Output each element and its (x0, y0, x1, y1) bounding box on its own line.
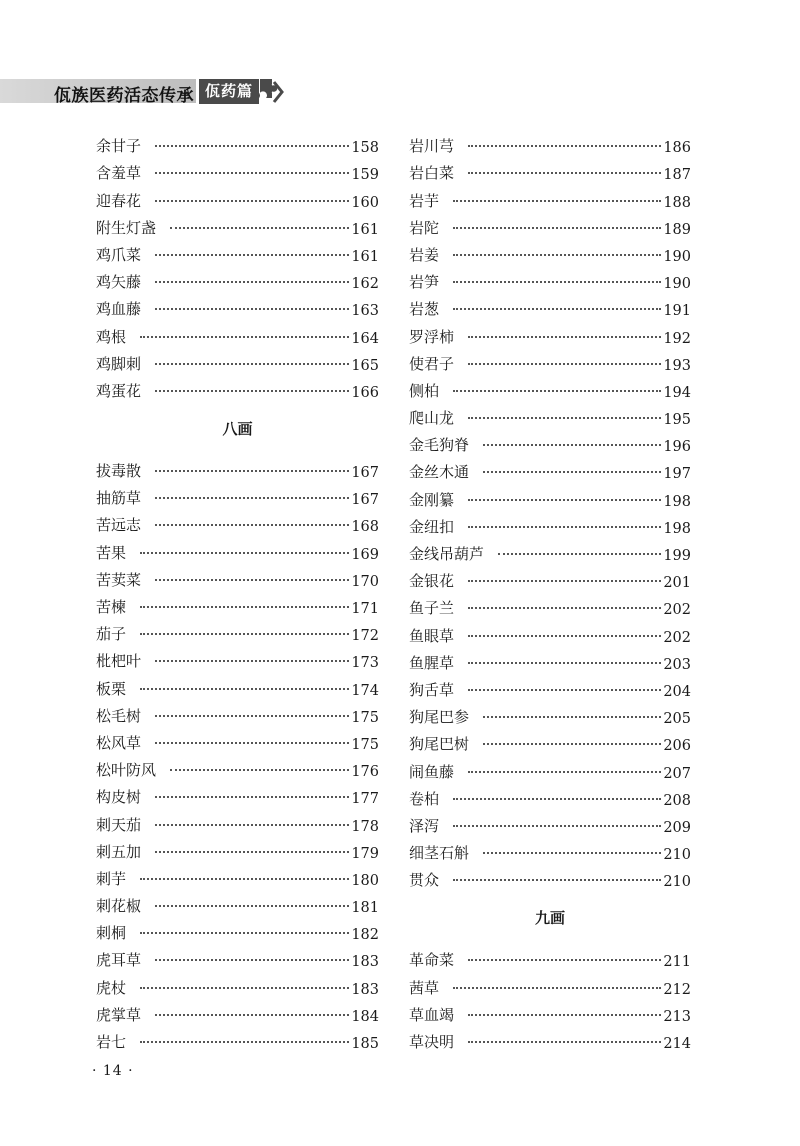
dot-leader (140, 931, 349, 934)
dot-leader (155, 469, 349, 472)
entry-name: 枇杷叶 (96, 652, 142, 671)
entry-page-number: 185 (351, 1036, 379, 1052)
dot-leader (140, 877, 349, 880)
entry-page-number: 158 (351, 140, 379, 157)
entry-name: 鱼眼草 (409, 626, 455, 645)
entry-name: 狗尾巴参 (409, 708, 470, 727)
dot-leader (468, 770, 661, 773)
entry-page-number: 167 (351, 492, 379, 509)
dot-leader (170, 226, 349, 229)
entry-page-number: 206 (663, 738, 691, 755)
toc-entry[interactable] (409, 1025, 691, 1052)
toc-entry[interactable] (409, 998, 691, 1025)
page-number: · 14 · (92, 1063, 134, 1079)
entry-page-number: 160 (351, 194, 379, 211)
entry-page-number: 193 (663, 357, 691, 374)
entry-page-number: 204 (663, 683, 691, 700)
entry-page-number: 187 (663, 167, 691, 184)
toc-entry[interactable] (409, 156, 691, 183)
entry-page-number: 198 (663, 493, 691, 510)
toc-entry[interactable] (96, 319, 379, 346)
entry-name: 苦楝 (96, 598, 127, 616)
dot-leader (155, 199, 349, 202)
toc-entry[interactable] (409, 618, 691, 645)
entry-page-number: 165 (351, 357, 379, 374)
dot-leader (155, 823, 349, 826)
entry-page-number: 212 (663, 981, 691, 998)
toc-entry[interactable] (96, 835, 379, 862)
toc-entry[interactable] (96, 374, 379, 401)
entry-page-number: 205 (663, 711, 691, 728)
toc-left-column (96, 129, 379, 1052)
toc-entry[interactable] (96, 998, 379, 1025)
entry-name: 岩笋 (409, 273, 440, 292)
toc-entry[interactable] (409, 537, 691, 564)
dot-leader (483, 851, 661, 854)
dot-leader (453, 986, 661, 989)
entry-page-number: 195 (663, 412, 691, 429)
entry-name: 苦荬菜 (96, 570, 142, 589)
entry-name: 鸡蛋花 (96, 381, 142, 400)
dot-leader (155, 307, 349, 310)
entry-name: 刺天茄 (96, 815, 142, 834)
toc-entry[interactable] (96, 292, 379, 319)
dot-leader (155, 362, 349, 365)
toc-entry[interactable] (96, 970, 379, 997)
entry-page-number: 163 (351, 303, 379, 320)
dot-leader (140, 605, 349, 608)
entry-page-number: 214 (663, 1036, 691, 1052)
dot-leader (155, 496, 349, 499)
toc-entry[interactable] (96, 726, 379, 753)
toc-entry[interactable] (96, 671, 379, 698)
entry-name: 构皮树 (96, 788, 142, 807)
toc-entry[interactable] (96, 265, 379, 292)
entry-page-number: 164 (351, 330, 379, 347)
dot-leader (468, 416, 661, 419)
dot-leader (155, 904, 349, 907)
dot-leader (140, 551, 349, 554)
dot-leader (453, 307, 661, 310)
toc-entry[interactable] (96, 590, 379, 617)
entry-name: 细茎石斛 (409, 844, 470, 863)
dot-leader (155, 523, 349, 526)
dot-leader (155, 958, 349, 961)
toc-entry[interactable] (409, 482, 691, 509)
entry-name: 刺五加 (96, 842, 142, 861)
entry-page-number: 209 (663, 819, 691, 836)
entry-page-number: 188 (663, 194, 691, 211)
entry-name: 迎春花 (96, 191, 142, 210)
entry-name: 余甘子 (96, 137, 142, 156)
entry-page-number: 201 (663, 575, 691, 592)
dot-leader (468, 171, 661, 174)
entry-name: 刺桐 (96, 924, 127, 943)
toc-entry[interactable] (409, 673, 691, 700)
dot-leader (155, 1013, 349, 1016)
entry-name: 虎耳草 (96, 951, 142, 970)
entry-page-number: 169 (351, 546, 379, 563)
toc-entry[interactable] (96, 862, 379, 889)
entry-page-number: 203 (663, 656, 691, 673)
entry-page-number: 194 (663, 384, 691, 401)
entry-page-number: 175 (351, 736, 379, 753)
entry-page-number: 168 (351, 519, 379, 536)
toc-entry[interactable] (409, 727, 691, 754)
entry-name: 鱼腥草 (409, 653, 455, 672)
dot-leader (468, 335, 661, 338)
entry-page-number: 196 (663, 439, 691, 456)
entry-page-number: 213 (663, 1008, 691, 1025)
toc-entry[interactable] (409, 455, 691, 482)
entry-page-number: 171 (351, 601, 379, 617)
entry-name: 草决明 (409, 1033, 455, 1051)
entry-name: 拔毒散 (96, 462, 142, 481)
entry-page-number: 207 (663, 765, 691, 782)
entry-page-number: 192 (663, 330, 691, 347)
entry-name: 鸡血藤 (96, 300, 142, 319)
entry-page-number: 191 (663, 303, 691, 320)
entry-name: 狗尾巴树 (409, 735, 470, 754)
entry-page-number: 186 (663, 140, 691, 157)
toc-entry[interactable] (96, 644, 379, 671)
entry-page-number: 210 (663, 847, 691, 864)
dot-leader (155, 578, 349, 581)
entry-name: 革命菜 (409, 951, 455, 970)
entry-name: 金银花 (409, 572, 455, 591)
entry-name: 狗舌草 (409, 680, 455, 699)
entry-name: 鱼子兰 (409, 599, 455, 618)
toc-entry[interactable] (409, 401, 691, 428)
entry-name: 岩芋 (409, 191, 440, 210)
toc-entry[interactable] (409, 319, 691, 346)
entry-page-number: 180 (351, 872, 379, 889)
toc-entry[interactable] (96, 889, 379, 916)
entry-name: 鸡爪菜 (96, 245, 142, 264)
entry-page-number: 197 (663, 466, 691, 483)
entry-page-number: 210 (663, 874, 691, 891)
dot-leader (483, 742, 661, 745)
dot-leader (140, 687, 349, 690)
toc-entry[interactable] (96, 780, 379, 807)
toc-entry[interactable] (409, 782, 691, 809)
toc-entry[interactable] (96, 1025, 379, 1052)
section-heading: 八画 (222, 419, 253, 438)
entry-page-number: 161 (351, 248, 379, 265)
dot-leader (468, 958, 661, 961)
toc-entry[interactable] (96, 916, 379, 943)
entry-name: 金毛狗脊 (409, 436, 470, 455)
entry-name: 岩陀 (409, 218, 440, 237)
dot-leader (453, 253, 661, 256)
entry-name: 金线吊葫芦 (409, 545, 485, 563)
entry-name: 岩葱 (409, 300, 440, 319)
dot-leader (468, 1040, 661, 1043)
dot-leader (483, 715, 661, 718)
toc-entry[interactable] (409, 863, 691, 890)
entry-page-number: 199 (663, 548, 691, 564)
entry-page-number: 177 (351, 791, 379, 808)
entry-name: 松叶防风 (96, 761, 157, 780)
entry-name: 草血竭 (409, 1005, 455, 1024)
entry-name: 岩七 (96, 1033, 127, 1051)
toc-entry[interactable] (409, 564, 691, 591)
running-header (0, 74, 800, 108)
toc-entry[interactable] (96, 563, 379, 590)
entry-page-number: 190 (663, 248, 691, 265)
dot-leader (453, 797, 661, 800)
dot-leader (468, 525, 661, 528)
entry-name: 茜草 (409, 978, 440, 997)
toc-entry[interactable] (409, 265, 691, 292)
dot-leader (468, 1013, 661, 1016)
dot-leader (155, 280, 349, 283)
dot-leader (453, 824, 661, 827)
entry-name: 鸡脚刺 (96, 354, 142, 373)
entry-page-number: 178 (351, 818, 379, 835)
entry-name: 虎掌草 (96, 1005, 142, 1024)
toc-entry[interactable] (409, 347, 691, 374)
entry-page-number: 166 (351, 384, 379, 401)
entry-page-number: 176 (351, 764, 379, 781)
entry-page-number: 182 (351, 927, 379, 944)
dot-leader (483, 443, 661, 446)
entry-page-number: 181 (351, 900, 379, 917)
toc-entry[interactable] (96, 454, 379, 481)
dot-leader (155, 389, 349, 392)
dot-leader (468, 634, 661, 637)
toc-entry[interactable] (409, 836, 691, 863)
entry-name: 岩白菜 (409, 164, 455, 183)
entry-page-number: 170 (351, 573, 379, 590)
dot-leader (453, 878, 661, 881)
entry-name: 苦远志 (96, 516, 142, 535)
entry-name: 松风草 (96, 733, 142, 752)
entry-name: 金丝木通 (409, 463, 470, 482)
toc-entry[interactable] (96, 238, 379, 265)
toc-entry[interactable] (409, 238, 691, 265)
entry-name: 板栗 (96, 679, 127, 698)
toc-entry[interactable] (409, 428, 691, 455)
dot-leader (468, 498, 661, 501)
entry-page-number: 172 (351, 628, 379, 645)
entry-name: 岩姜 (409, 245, 440, 264)
toc-entry[interactable] (409, 374, 691, 401)
entry-page-number: 198 (663, 520, 691, 537)
book-title: 佤族医药活态传承 (54, 86, 194, 106)
toc-entry[interactable] (409, 292, 691, 319)
entry-name: 侧柏 (409, 381, 440, 400)
section-tag: 佤药篇 (199, 79, 259, 104)
dot-leader (155, 850, 349, 853)
entry-name: 金纽扣 (409, 517, 455, 536)
dot-leader (155, 253, 349, 256)
entry-name: 鸡矢藤 (96, 273, 142, 292)
toc-entry[interactable] (96, 753, 379, 780)
entry-page-number: 174 (351, 682, 379, 699)
entry-name: 鸡根 (96, 327, 127, 346)
entry-name: 金刚纂 (409, 490, 455, 509)
toc-entry[interactable] (96, 807, 379, 834)
toc-entry[interactable] (409, 809, 691, 836)
dot-leader (453, 199, 661, 202)
entry-name: 卷柏 (409, 789, 440, 808)
toc-entry[interactable] (96, 699, 379, 726)
entry-page-number: 167 (351, 465, 379, 482)
toc-entry[interactable] (409, 129, 691, 156)
toc-entry[interactable] (96, 508, 379, 535)
toc-entry[interactable] (96, 535, 379, 562)
dot-leader (155, 714, 349, 717)
toc-entry[interactable] (409, 754, 691, 781)
entry-name: 虎杖 (96, 978, 127, 997)
entry-name: 贯众 (409, 871, 440, 890)
puzzle-icon (258, 76, 284, 108)
entry-name: 松毛树 (96, 706, 142, 725)
dot-leader (453, 280, 661, 283)
entry-page-number: 161 (351, 221, 379, 238)
dot-leader (468, 362, 661, 365)
dot-leader (453, 226, 661, 229)
entry-page-number: 183 (351, 981, 379, 998)
dot-leader (468, 144, 661, 147)
entry-page-number: 211 (663, 954, 691, 971)
entry-page-number: 202 (663, 629, 691, 646)
toc-entry[interactable] (409, 591, 691, 618)
entry-page-number: 162 (351, 276, 379, 293)
dot-leader (155, 741, 349, 744)
dot-leader (155, 144, 349, 147)
toc-entry[interactable] (96, 211, 379, 238)
entry-page-number: 190 (663, 276, 691, 293)
toc-entry[interactable] (409, 183, 691, 210)
entry-name: 泽泻 (409, 816, 440, 835)
entry-name: 苦果 (96, 543, 127, 562)
entry-name: 含羞草 (96, 164, 142, 183)
toc-entry[interactable] (96, 481, 379, 508)
toc-right-column (409, 129, 691, 1052)
dot-leader (483, 470, 661, 473)
entry-page-number: 179 (351, 845, 379, 862)
entry-name: 岩川芎 (409, 137, 455, 156)
dot-leader (468, 606, 661, 609)
entry-name: 抽筋草 (96, 489, 142, 508)
entry-page-number: 173 (351, 655, 379, 672)
dot-leader (453, 389, 661, 392)
toc-entry[interactable] (409, 510, 691, 537)
dot-leader (468, 688, 661, 691)
toc-entry[interactable] (409, 943, 691, 970)
entry-page-number: 189 (663, 221, 691, 238)
entry-name: 罗浮柿 (409, 327, 455, 346)
dot-leader (468, 661, 661, 664)
toc-entry[interactable] (409, 970, 691, 997)
entry-name: 刺芋 (96, 869, 127, 888)
dot-leader (498, 552, 661, 555)
toc-entry[interactable] (96, 183, 379, 210)
entry-page-number: 184 (351, 1008, 379, 1025)
toc-entry[interactable] (96, 347, 379, 374)
dot-leader (140, 986, 349, 989)
entry-name: 茄子 (96, 625, 127, 644)
entry-page-number: 159 (351, 167, 379, 184)
entry-page-number: 183 (351, 954, 379, 971)
entry-page-number: 202 (663, 602, 691, 619)
entry-name: 使君子 (409, 354, 455, 373)
dot-leader (140, 1040, 349, 1043)
toc-entry[interactable] (409, 211, 691, 238)
dot-leader (155, 659, 349, 662)
dot-leader (468, 579, 661, 582)
entry-page-number: 208 (663, 792, 691, 809)
toc-entry[interactable] (96, 129, 379, 156)
section-heading: 九画 (534, 909, 565, 928)
entry-page-number: 175 (351, 709, 379, 726)
dot-leader (170, 768, 349, 771)
dot-leader (155, 795, 349, 798)
toc-entry[interactable] (96, 943, 379, 970)
toc-entry[interactable] (409, 646, 691, 673)
toc-entry[interactable] (96, 156, 379, 183)
entry-name: 附生灯盏 (96, 218, 157, 237)
toc-entry[interactable] (409, 700, 691, 727)
entry-name: 爬山龙 (409, 409, 455, 428)
entry-name: 刺花椒 (96, 897, 142, 916)
dot-leader (155, 171, 349, 174)
dot-leader (140, 632, 349, 635)
toc-entry[interactable] (96, 617, 379, 644)
entry-name: 闹鱼藤 (409, 762, 455, 781)
dot-leader (140, 335, 349, 338)
